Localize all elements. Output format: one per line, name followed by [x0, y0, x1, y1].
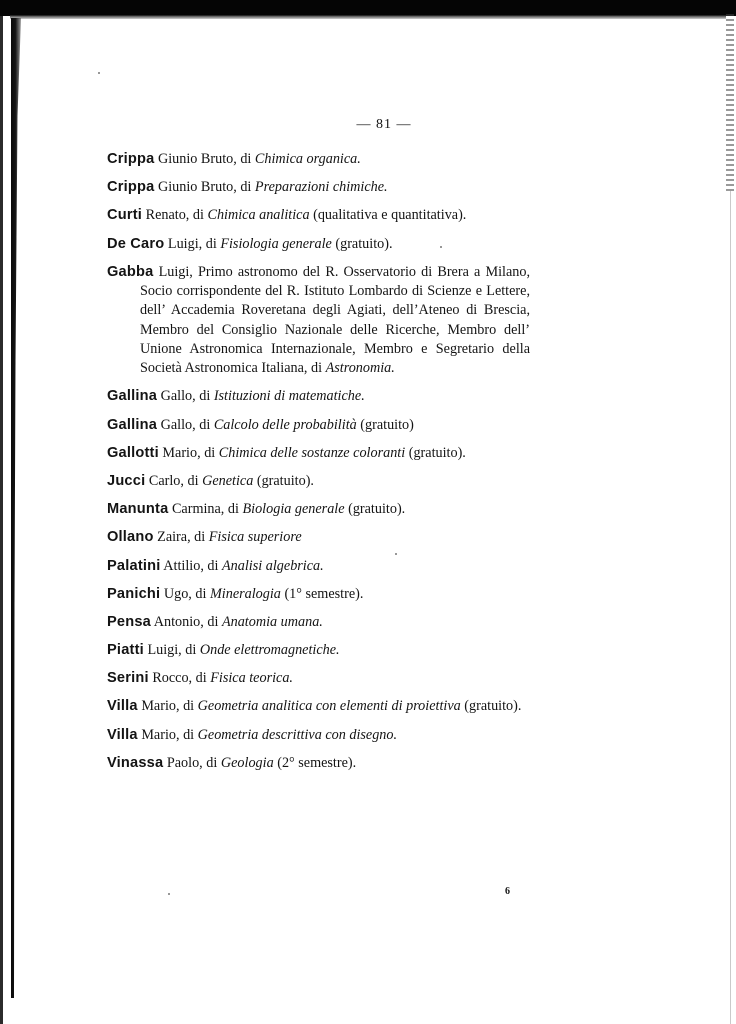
entry-surname: Gallotti [107, 444, 159, 461]
entry-subject: Onde elettromagnetiche. [199, 642, 340, 659]
list-item [107, 697, 530, 716]
entry-surname: Gallina [107, 388, 158, 405]
entry-note: (gratuito). [331, 235, 393, 252]
list-item [107, 444, 530, 463]
entry-note: (2° semestre). [273, 754, 357, 771]
entry-subject: Chimica delle sostanze coloranti [218, 444, 406, 461]
entry-surname: Villa [107, 698, 138, 715]
page-gutter-shadow [11, 18, 21, 998]
entry-surname: Gallina [107, 416, 158, 433]
list-item [107, 528, 530, 547]
entry-details: Carmina, di [168, 501, 243, 518]
entry-subject: Chimica organica. [254, 151, 361, 167]
entry-surname: Crippa [107, 151, 155, 167]
entry-details: Ugo, di [160, 585, 210, 602]
entry-surname: De Caro [107, 235, 165, 252]
entry-surname: Palatini [107, 557, 161, 574]
page-number: — 81 — [356, 117, 412, 132]
entry-details: Giunio Bruto, di [154, 151, 255, 167]
entry-subject: Geologia [220, 754, 274, 771]
entry-details: Paolo, di [163, 754, 221, 771]
scan-speck [440, 246, 442, 248]
entry-surname: Manunta [107, 501, 169, 518]
list-item [107, 263, 530, 379]
entry-details: Attilio, di [160, 557, 223, 574]
entry-note: (qualitativa e quantitativa). [309, 207, 467, 224]
list-item [107, 472, 530, 491]
entry-details: Rocco, di [148, 670, 211, 687]
entry-subject: Preparazioni chimiche. [254, 179, 388, 196]
entry-note: (gratuito). [253, 472, 314, 489]
entry-surname: Jucci [107, 472, 146, 489]
entry-surname: Serini [107, 670, 149, 687]
list-item [107, 613, 530, 632]
entry-subject: Istituzioni di matematiche. [213, 388, 365, 405]
entry-subject: Biologia generale [242, 501, 345, 518]
scan-border-left [0, 16, 3, 1024]
scan-speck [98, 72, 100, 74]
scan-border-top [0, 0, 736, 16]
entry-details: Gallo, di [157, 416, 214, 433]
entry-note: (gratuito). [344, 501, 406, 518]
entry-surname: Ollano [107, 529, 154, 546]
list-item [107, 726, 530, 745]
list-item [107, 235, 530, 254]
entry-surname: Crippa [107, 179, 155, 196]
scan-speck [395, 553, 397, 555]
entry-surname: Vinassa [107, 754, 164, 771]
entry-surname: Piatti [107, 642, 144, 659]
entry-details: Luigi, di [143, 642, 200, 659]
list-item [107, 669, 530, 688]
scan-speck [168, 893, 170, 895]
scan-shadow-top [10, 15, 726, 19]
entry-surname: Gabba [107, 263, 154, 280]
entry-subject: Analisi algebrica. [222, 557, 324, 574]
entry-subject: Calcolo delle probabilità [213, 416, 357, 433]
entry-subject: Fisica superiore [208, 529, 302, 546]
entry-details: Mario, di [137, 726, 198, 743]
entry-details: Carlo, di [145, 472, 203, 489]
entry-surname: Pensa [107, 613, 151, 630]
list-item [107, 178, 530, 197]
scan-noise-right [726, 14, 734, 194]
entry-subject: Geometria descrittiva con disegno. [197, 726, 398, 743]
entry-subject: Chimica analitica [207, 207, 310, 224]
list-item [107, 206, 530, 225]
entry-subject: Geometria analitica con elementi di proiettiva [197, 698, 461, 715]
entry-surname: Panichi [107, 585, 161, 602]
entry-details: Mario, di [137, 698, 198, 715]
entry-details: Luigi, di [164, 235, 221, 252]
entry-note: (1° semestre). [280, 585, 364, 602]
entry-subject: Fisica teorica. [210, 670, 293, 687]
faculty-course-list [107, 150, 530, 782]
scan-border-right [730, 190, 731, 1024]
list-item [107, 557, 530, 576]
entry-note: (gratuito) [356, 416, 414, 433]
entry-note: (gratuito). [405, 444, 466, 461]
list-item [107, 150, 530, 169]
list-item [107, 754, 530, 773]
entry-details: Mario, di [158, 444, 219, 461]
entry-details: Antonio, di [151, 613, 222, 630]
list-item [107, 500, 530, 519]
entry-subject: Astronomia. [325, 360, 395, 377]
entry-subject: Genetica [202, 472, 254, 489]
entry-surname: Villa [107, 726, 138, 743]
entry-details: Gallo, di [157, 388, 214, 405]
signature-mark: 6 [505, 886, 510, 897]
list-item [107, 641, 530, 660]
list-item [107, 387, 530, 406]
list-item [107, 416, 530, 435]
entry-subject: Fisiologia generale [220, 235, 332, 252]
entry-note: (gratuito). [460, 698, 522, 715]
entry-details: Renato, di [142, 207, 208, 224]
entry-details: Zaira, di [153, 529, 209, 546]
entry-surname: Curti [107, 207, 143, 224]
entry-subject: Anatomia umana. [221, 613, 323, 630]
entry-details: Giunio Bruto, di [154, 179, 255, 196]
entry-details: Luigi, Primo astronomo del R. Osservatorio di Brera a Milano, Socio corrispondente del R. Istituto Lombardo di Scienze e Lettere, dell’ Accademia Roveretana degli Agiati, dell’Ateneo di Brescia, Membro del Consiglio Nazionale delle Ricerche, Membro dell’ Unione Astronomica Internazionale, Membro e Segretario della Società Astronomica Italiana, di [140, 263, 530, 377]
entry-subject: Mineralogia [209, 585, 281, 602]
list-item [107, 585, 530, 604]
